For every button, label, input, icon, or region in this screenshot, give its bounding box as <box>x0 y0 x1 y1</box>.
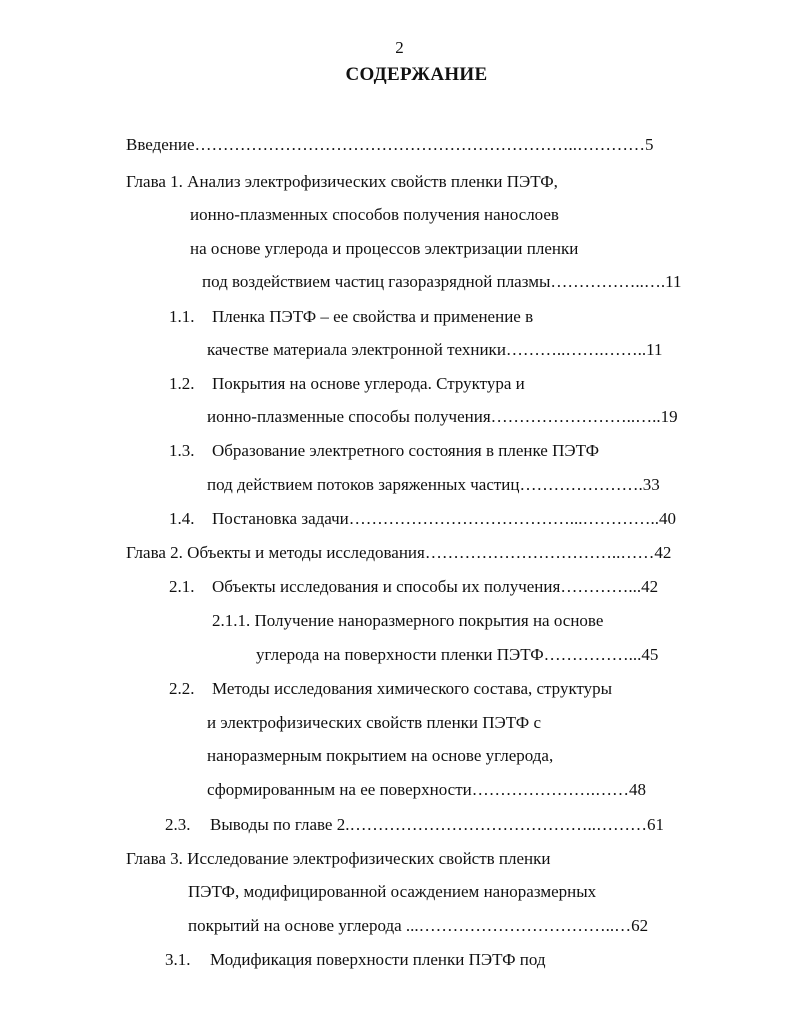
toc-section-1-2-title[interactable]: Покрытия на основе углерода. Структура и <box>212 374 525 393</box>
toc-section-1-4-number: 1.4. <box>169 509 195 528</box>
toc-subsection-2-1-1-title[interactable]: 2.1.1. Получение наноразмерного покрытия на основе <box>212 611 604 630</box>
toc-section-1-1-number: 1.1. <box>169 307 195 326</box>
toc-section-1-4-title[interactable]: Постановка задачи…………………………………...…………..40 <box>212 509 677 528</box>
toc-section-3-1-number: 3.1. <box>165 950 191 969</box>
toc-section-1-2-line-2: ионно-плазменные способы получения……………………..…..19 <box>207 407 678 426</box>
toc-entry-intro[interactable]: Введение…………………………………………………………..…………5 <box>126 135 654 154</box>
toc-section-1-3-line-2: под действием потоков заряженных частиц………………….33 <box>207 475 660 494</box>
toc-subsection-2-1-1-line-2: углерода на поверхности пленки ПЭТФ……………...45 <box>256 645 659 664</box>
toc-chapter-3-line-2: ПЭТФ, модифицированной осаждением наноразмерных <box>188 882 597 901</box>
toc-chapter-3-line-3: покрытий на основе углерода ...……………………………..…62 <box>188 916 649 935</box>
page-number: 2 <box>395 38 404 57</box>
toc-section-2-2-line-2: и электрофизических свойств пленки ПЭТФ с <box>207 713 542 732</box>
toc-section-2-1-title[interactable]: Объекты исследования и способы их получения…………...42 <box>212 577 659 596</box>
toc-chapter-3-title[interactable]: Глава 3. Исследование электрофизических свойств пленки <box>126 849 551 868</box>
toc-chapter-1-line-3: на основе углерода и процессов электризации пленки <box>190 239 579 258</box>
toc-section-1-3-title[interactable]: Образование электретного состояния в пленке ПЭТФ <box>212 441 600 460</box>
page-title: СОДЕРЖАНИЕ <box>345 64 488 85</box>
toc-section-1-1-line-2: качестве материала электронной техники………..…….……..11 <box>207 340 663 359</box>
toc-section-1-1-title[interactable]: Пленка ПЭТФ – ее свойства и применение в <box>212 307 534 326</box>
toc-chapter-1-line-2: ионно-плазменных способов получения нанослоев <box>190 205 559 224</box>
toc-section-1-2-number: 1.2. <box>169 374 195 393</box>
toc-section-2-2-line-3: наноразмерным покрытием на основе углерода, <box>207 746 554 765</box>
toc-section-2-3-number: 2.3. <box>165 815 191 834</box>
toc-section-2-2-line-4: сформированным на ее поверхности………………….……48 <box>207 780 646 799</box>
toc-chapter-2-title[interactable]: Глава 2. Объекты и методы исследования……………………………..……42 <box>126 543 672 562</box>
toc-section-3-1-title[interactable]: Модификация поверхности пленки ПЭТФ под <box>210 950 546 969</box>
toc-section-1-3-number: 1.3. <box>169 441 195 460</box>
toc-chapter-1-title[interactable]: Глава 1. Анализ электрофизических свойств пленки ПЭТФ, <box>126 172 558 191</box>
toc-section-2-1-number: 2.1. <box>169 577 195 596</box>
toc-chapter-1-line-4: под воздействием частиц газоразрядной плазмы……………..….11 <box>202 272 682 291</box>
toc-section-2-3-title[interactable]: Выводы по главе 2.……………………………………..………61 <box>210 815 664 834</box>
toc-section-2-2-number: 2.2. <box>169 679 195 698</box>
toc-section-2-2-title[interactable]: Методы исследования химического состава, структуры <box>212 679 613 698</box>
